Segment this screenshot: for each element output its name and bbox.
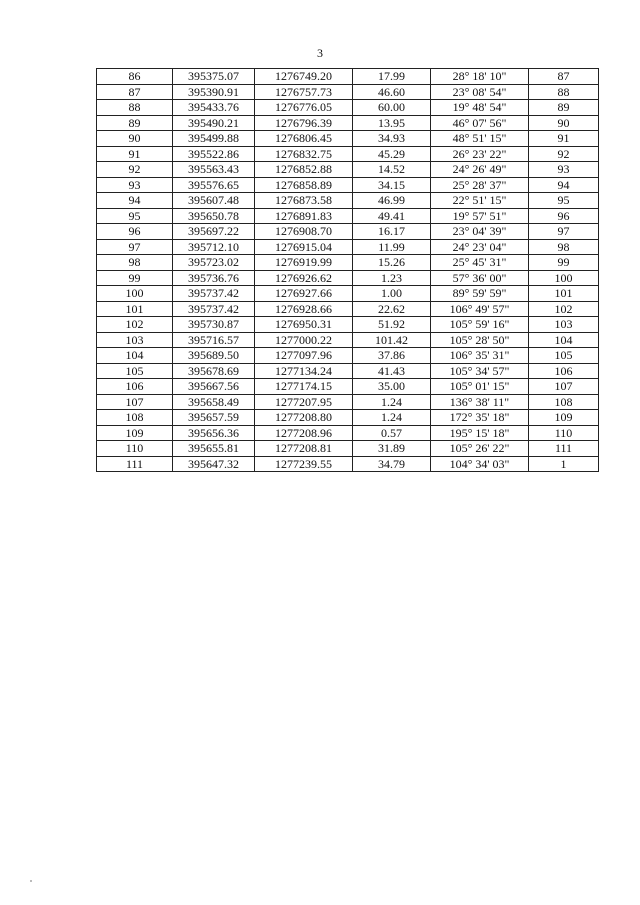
cell-y-coordinate: 1277097.96 [255,348,353,364]
cell-direction-angle: 25° 45' 31" [431,255,529,271]
cell-distance: 1.00 [353,286,431,302]
cell-next-point-number: 90 [529,115,599,131]
cell-distance: 13.95 [353,115,431,131]
table-row [97,332,599,348]
cell-direction-angle: 25° 28' 37" [431,177,529,193]
table-row [97,255,599,271]
cell-x-coordinate: 395737.42 [173,286,255,302]
coordinates-table [96,68,599,472]
cell-y-coordinate: 1276776.05 [255,100,353,116]
cell-direction-angle: 19° 48' 54" [431,100,529,116]
cell-direction-angle: 105° 26' 22" [431,441,529,457]
cell-next-point-number: 91 [529,131,599,147]
table-row [97,410,599,426]
cell-y-coordinate: 1276908.70 [255,224,353,240]
cell-point-number: 96 [97,224,173,240]
page-number: 3 [317,46,323,60]
cell-next-point-number: 106 [529,363,599,379]
cell-point-number: 106 [97,379,173,395]
cell-y-coordinate: 1276927.66 [255,286,353,302]
cell-x-coordinate: 395375.07 [173,69,255,85]
cell-y-coordinate: 1276915.04 [255,239,353,255]
cell-x-coordinate: 395655.81 [173,441,255,457]
cell-y-coordinate: 1277208.80 [255,410,353,426]
cell-next-point-number: 101 [529,286,599,302]
cell-y-coordinate: 1276806.45 [255,131,353,147]
cell-distance: 14.52 [353,162,431,178]
cell-distance: 1.24 [353,410,431,426]
cell-direction-angle: 105° 28' 50" [431,332,529,348]
cell-distance: 1.24 [353,394,431,410]
cell-x-coordinate: 395522.86 [173,146,255,162]
cell-direction-angle: 172° 35' 18" [431,410,529,426]
table-row [97,193,599,209]
cell-distance: 45.29 [353,146,431,162]
cell-x-coordinate: 395716.57 [173,332,255,348]
cell-point-number: 111 [97,456,173,472]
cell-x-coordinate: 395563.43 [173,162,255,178]
cell-next-point-number: 105 [529,348,599,364]
cell-y-coordinate: 1276852.88 [255,162,353,178]
cell-point-number: 110 [97,441,173,457]
cell-distance: 34.79 [353,456,431,472]
cell-direction-angle: 26° 23' 22" [431,146,529,162]
cell-distance: 51.92 [353,317,431,333]
table-row [97,239,599,255]
table-row [97,162,599,178]
cell-distance: 34.93 [353,131,431,147]
cell-next-point-number: 87 [529,69,599,85]
cell-y-coordinate: 1276926.62 [255,270,353,286]
cell-y-coordinate: 1276858.89 [255,177,353,193]
cell-point-number: 91 [97,146,173,162]
table-row [97,270,599,286]
table-row [97,441,599,457]
cell-distance: 1.23 [353,270,431,286]
cell-point-number: 90 [97,131,173,147]
table-row [97,146,599,162]
cell-distance: 41.43 [353,363,431,379]
cell-x-coordinate: 395689.50 [173,348,255,364]
cell-point-number: 86 [97,69,173,85]
cell-direction-angle: 105° 34' 57" [431,363,529,379]
cell-point-number: 103 [97,332,173,348]
cell-direction-angle: 57° 36' 00" [431,270,529,286]
cell-point-number: 94 [97,193,173,209]
cell-direction-angle: 106° 35' 31" [431,348,529,364]
cell-point-number: 93 [97,177,173,193]
table-row [97,100,599,116]
cell-next-point-number: 95 [529,193,599,209]
cell-y-coordinate: 1276757.73 [255,84,353,100]
cell-y-coordinate: 1276832.75 [255,146,353,162]
cell-y-coordinate: 1277174.15 [255,379,353,395]
table-row [97,363,599,379]
cell-distance: 60.00 [353,100,431,116]
cell-point-number: 104 [97,348,173,364]
table-row [97,224,599,240]
cell-next-point-number: 99 [529,255,599,271]
cell-next-point-number: 102 [529,301,599,317]
cell-point-number: 95 [97,208,173,224]
cell-direction-angle: 106° 49' 57" [431,301,529,317]
cell-next-point-number: 93 [529,162,599,178]
cell-y-coordinate: 1276891.83 [255,208,353,224]
cell-direction-angle: 105° 59' 16" [431,317,529,333]
cell-next-point-number: 89 [529,100,599,116]
cell-x-coordinate: 395723.02 [173,255,255,271]
cell-point-number: 100 [97,286,173,302]
cell-x-coordinate: 395607.48 [173,193,255,209]
cell-x-coordinate: 395647.32 [173,456,255,472]
cell-distance: 22.62 [353,301,431,317]
cell-x-coordinate: 395712.10 [173,239,255,255]
table-row [97,131,599,147]
cell-next-point-number: 108 [529,394,599,410]
cell-next-point-number: 97 [529,224,599,240]
cell-direction-angle: 136° 38' 11" [431,394,529,410]
table-row [97,317,599,333]
cell-next-point-number: 1 [529,456,599,472]
cell-next-point-number: 104 [529,332,599,348]
table-row [97,379,599,395]
cell-y-coordinate: 1277239.55 [255,456,353,472]
cell-direction-angle: 195° 15' 18" [431,425,529,441]
table-row [97,348,599,364]
table-row [97,115,599,131]
cell-x-coordinate: 395736.76 [173,270,255,286]
cell-distance: 16.17 [353,224,431,240]
cell-distance: 31.89 [353,441,431,457]
cell-x-coordinate: 395658.49 [173,394,255,410]
cell-distance: 46.60 [353,84,431,100]
cell-x-coordinate: 395433.76 [173,100,255,116]
table-row [97,286,599,302]
cell-point-number: 98 [97,255,173,271]
cell-distance: 46.99 [353,193,431,209]
table-row [97,394,599,410]
cell-distance: 101.42 [353,332,431,348]
cell-point-number: 97 [97,239,173,255]
cell-x-coordinate: 395390.91 [173,84,255,100]
table-row [97,84,599,100]
cell-x-coordinate: 395650.78 [173,208,255,224]
cell-point-number: 87 [97,84,173,100]
cell-x-coordinate: 395499.88 [173,131,255,147]
cell-distance: 37.86 [353,348,431,364]
cell-next-point-number: 110 [529,425,599,441]
cell-y-coordinate: 1277000.22 [255,332,353,348]
cell-distance: 35.00 [353,379,431,395]
cell-next-point-number: 92 [529,146,599,162]
cell-next-point-number: 107 [529,379,599,395]
cell-x-coordinate: 395737.42 [173,301,255,317]
cell-direction-angle: 89° 59' 59" [431,286,529,302]
cell-distance: 15.26 [353,255,431,271]
cell-point-number: 88 [97,100,173,116]
cell-distance: 17.99 [353,69,431,85]
cell-distance: 0.57 [353,425,431,441]
cell-direction-angle: 28° 18' 10" [431,69,529,85]
cell-direction-angle: 46° 07' 56" [431,115,529,131]
cell-next-point-number: 111 [529,441,599,457]
cell-point-number: 89 [97,115,173,131]
cell-point-number: 107 [97,394,173,410]
cell-distance: 11.99 [353,239,431,255]
cell-x-coordinate: 395656.36 [173,425,255,441]
cell-direction-angle: 24° 23' 04" [431,239,529,255]
cell-next-point-number: 88 [529,84,599,100]
cell-direction-angle: 23° 04' 39" [431,224,529,240]
cell-distance: 34.15 [353,177,431,193]
cell-x-coordinate: 395576.65 [173,177,255,193]
cell-y-coordinate: 1276928.66 [255,301,353,317]
cell-point-number: 108 [97,410,173,426]
cell-distance: 49.41 [353,208,431,224]
cell-x-coordinate: 395667.56 [173,379,255,395]
cell-x-coordinate: 395730.87 [173,317,255,333]
cell-direction-angle: 19° 57' 51" [431,208,529,224]
cell-x-coordinate: 395490.21 [173,115,255,131]
table-row [97,69,599,85]
cell-point-number: 101 [97,301,173,317]
table-row [97,208,599,224]
cell-x-coordinate: 395697.22 [173,224,255,240]
cell-point-number: 105 [97,363,173,379]
cell-next-point-number: 109 [529,410,599,426]
coordinates-table-body [97,69,599,472]
cell-direction-angle: 105° 01' 15" [431,379,529,395]
cell-next-point-number: 96 [529,208,599,224]
cell-y-coordinate: 1277207.95 [255,394,353,410]
cell-y-coordinate: 1276873.58 [255,193,353,209]
cell-next-point-number: 103 [529,317,599,333]
cell-y-coordinate: 1277134.24 [255,363,353,379]
cell-y-coordinate: 1277208.81 [255,441,353,457]
cell-y-coordinate: 1276919.99 [255,255,353,271]
cell-direction-angle: 22° 51' 15" [431,193,529,209]
cell-x-coordinate: 395657.59 [173,410,255,426]
table-row [97,301,599,317]
cell-direction-angle: 23° 08' 54" [431,84,529,100]
cell-point-number: 102 [97,317,173,333]
cell-y-coordinate: 1277208.96 [255,425,353,441]
cell-direction-angle: 24° 26' 49" [431,162,529,178]
table-row [97,425,599,441]
cell-point-number: 109 [97,425,173,441]
cell-next-point-number: 98 [529,239,599,255]
cell-y-coordinate: 1276749.20 [255,69,353,85]
cell-point-number: 99 [97,270,173,286]
cell-next-point-number: 94 [529,177,599,193]
cell-direction-angle: 48° 51' 15" [431,131,529,147]
cell-y-coordinate: 1276950.31 [255,317,353,333]
cell-point-number: 92 [97,162,173,178]
cell-direction-angle: 104° 34' 03" [431,456,529,472]
table-row [97,456,599,472]
cell-x-coordinate: 395678.69 [173,363,255,379]
cell-y-coordinate: 1276796.39 [255,115,353,131]
cell-next-point-number: 100 [529,270,599,286]
scan-speck [30,880,32,882]
table-row [97,177,599,193]
